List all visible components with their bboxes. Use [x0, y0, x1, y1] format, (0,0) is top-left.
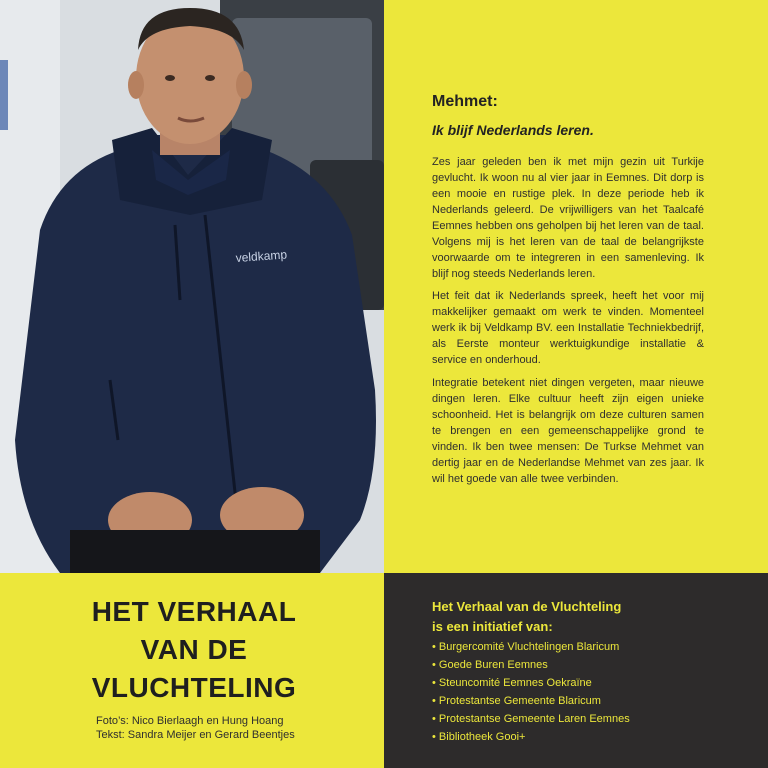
person-name: Mehmet:: [432, 93, 498, 110]
initiative-list: [432, 638, 630, 746]
list-item: • Protestantse Gemeente Laren Eemnes: [432, 710, 630, 728]
series-title: [0, 593, 388, 707]
text-credit: Tekst: Sandra Meijer en Gerard Beentjes: [96, 729, 295, 741]
initiative-title-line: Het Verhaal van de Vluchteling: [432, 599, 622, 614]
list-item: • Goede Buren Eemnes: [432, 656, 630, 674]
credits: [96, 714, 295, 742]
list-item: • Bibliotheek Gooi+: [432, 728, 630, 746]
article-paragraph: Zes jaar geleden ben ik met mijn gezin uit Turkije gevlucht. Ik woon nu al vier jaar in Eemnes. Dit dorp is een mooie en rustige plek. In deze periode heb ik Nederlands geleerd. De vrijwilligers van het Taalcafé Eemnes hebben ons geholpen bij het leren van de taal. Volgens mij is het leren van de taal de belangrijkste voorwaarde om te integreren in een samenleving. Ik blijf nog steeds Nederlands leren.: [432, 156, 704, 280]
article-paragraph: Het feit dat ik Nederlands spreek, heeft het voor mij makkelijker gemaakt om werk te vinden. Momenteel werk ik bij Veldkamp BV. een Installatie Techniekbedrijf, als Eerste monteur werktuigkundige installatie & service en onderhoud.: [432, 290, 704, 366]
portrait-illustration: [0, 0, 384, 573]
portrait-photo: [0, 0, 384, 573]
initiative-panel: [384, 573, 768, 768]
list-item: • Burgercomité Vluchtelingen Blaricum: [432, 638, 630, 656]
article-panel: [384, 0, 768, 573]
initiative-title: [432, 597, 621, 637]
series-title-line: VAN DE: [140, 634, 248, 665]
list-item: • Steuncomité Eemnes Oekraïne: [432, 674, 630, 692]
initiative-title-line: is een initiatief van:: [432, 619, 553, 634]
pull-quote: Ik blijf Nederlands leren.: [432, 122, 594, 138]
series-title-line: VLUCHTELING: [91, 672, 297, 703]
list-item: • Protestantse Gemeente Blaricum: [432, 692, 630, 710]
photo-credit: Foto’s: Nico Bierlaagh en Hung Hoang: [96, 715, 284, 727]
title-panel: [0, 573, 384, 768]
series-title-line: HET VERHAAL: [91, 596, 297, 627]
jacket-logo: veldkamp: [235, 247, 288, 265]
article-paragraph: Integratie betekent niet dingen vergeten, maar nieuwe dingen leren. Elke cultuur heeft zijn eigen unieke schoonheid. Het is belangrijk om deze culturen samen te brengen en een gemeenschappelijke grond te vinden. Ik ben twee mensen: De Turkse Mehmet van dertig jaar en de Nederlandse Mehmet van zes jaar. Ik wil het goede van alle twee verbinden.: [432, 377, 704, 485]
